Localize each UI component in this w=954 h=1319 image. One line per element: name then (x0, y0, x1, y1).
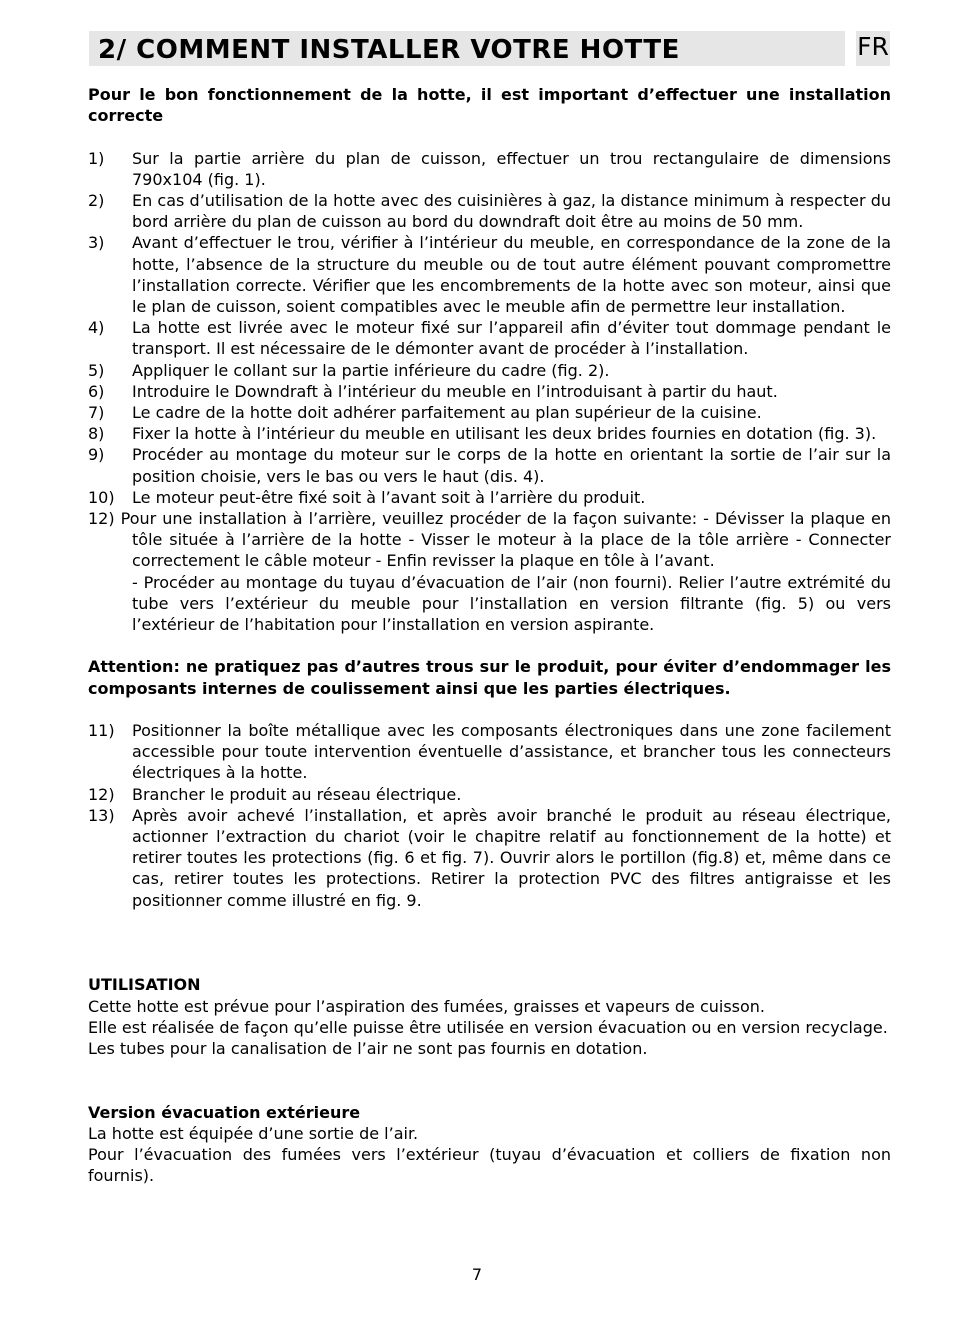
step-number: 11) (88, 721, 115, 741)
list-item (88, 317, 891, 359)
list-item (88, 148, 891, 190)
evacuation-heading: Version évacuation extérieure (88, 1102, 361, 1122)
utilisation-line: Elle est réalisée de façon qu’elle puisse être utilisée en version évacuation ou en version recyclage. (88, 1017, 888, 1037)
step-number: 6) (88, 381, 105, 401)
list-item (88, 232, 891, 317)
list-item (88, 805, 891, 911)
step-number: 10) (88, 487, 115, 507)
language-badge: FR (856, 31, 890, 66)
step-text: Après avoir achevé l’installation, et après avoir branché le produit au réseau électrique, actionner l’extraction du chariot (voir le chapitre relatif au fonctionnement de la hotte) et retirer toutes les protections (fig. 6 et fig. 7). Ouvrir alors le portillon (fig.8) et, même dans ce cas, retirer toutes les protections. Retirer la protection PVC des filtres antigraisse et les positionner comme illustré en fig. 9. (132, 805, 891, 910)
list-item (88, 444, 891, 486)
step-text: Positionner la boîte métallique avec les composants électroniques dans une zone facilement accessible pour toute intervention éventuelle d’assistance, et brancher tous les connecteurs électriques à la hotte. (132, 721, 891, 783)
step-text: Brancher le produit au réseau électrique. (132, 784, 462, 804)
page-number: 7 (471, 1265, 483, 1284)
evacuation-line: Pour l’évacuation des fumées vers l’extérieur (tuyau d’évacuation et colliers de fixation non fournis). (88, 1145, 891, 1186)
utilisation-line: Les tubes pour la canalisation de l’air ne sont pas fournis en dotation. (88, 1039, 648, 1059)
section-title: 2/ COMMENT INSTALLER VOTRE HOTTE (98, 35, 680, 65)
list-item (88, 572, 891, 636)
list-item (88, 402, 891, 423)
step-number: 1) (88, 148, 105, 168)
list-item (88, 190, 891, 232)
evacuation-line: La hotte est équipée d’une sortie de l’air. (88, 1123, 419, 1143)
step-number: 3) (88, 233, 105, 253)
step-text: La hotte est livrée avec le moteur fixé sur l’appareil afin d’éviter tout dommage pendant le transport. Il est nécessaire de le démonter avant de procéder à l’installation. (132, 318, 891, 359)
step-text: Avant d’effectuer le trou, vérifier à l’intérieur du meuble, en correspondance de la zone de la hotte, l’absence de la structure du meuble ou de tout autre élément pouvant compromettre l’installation correcte. Vérifier que les encombrements de la hotte avec son moteur, ainsi que le plan de cuisson, soient compatibles avec le meuble afin de permettre leur installation. (132, 233, 891, 317)
step-text: Procéder au montage du moteur sur le corps de la hotte en orientant la sortie de l’air sur la position choisie, vers le bas ou vers le haut (dis. 4). (132, 445, 891, 486)
page-content (88, 84, 891, 1186)
step-text: Le cadre de la hotte doit adhérer parfaitement au plan supérieur de la cuisine. (132, 403, 762, 423)
step-number: 2) (88, 191, 105, 210)
step-text: Appliquer le collant sur la partie inférieure du cadre (fig. 2). (132, 360, 610, 380)
step-number: 4) (88, 318, 105, 338)
list-item (88, 784, 891, 805)
attention-warning: Attention: ne pratiquez pas d’autres trous sur le produit, pour éviter d’endommager les composants internes de coulissement ainsi que les parties électriques. (88, 657, 891, 698)
step-number: 5) (88, 360, 105, 380)
step-number: 8) (88, 424, 105, 444)
list-item (88, 381, 891, 402)
list-item (88, 423, 891, 444)
step-text: Introduire le Downdraft à l’intérieur du meuble en l’introduisant à partir du haut. (132, 381, 778, 401)
list-item (88, 360, 891, 381)
step-number: 9) (88, 445, 105, 465)
step-text: Le moteur peut-être fixé soit à l’avant soit à l’arrière du produit. (132, 487, 646, 507)
step-text: Fixer la hotte à l’intérieur du meuble en utilisant les deux brides fournies en dotation (fig. 3). (132, 424, 877, 444)
step-number: 13) (88, 805, 115, 825)
step-text: En cas d’utilisation de la hotte avec des cuisinières à gaz, la distance minimum à respecter du bord arrière du plan de cuisson au bord du downdraft doit être au moins de 50 mm. (132, 191, 891, 232)
installation-steps-list (88, 148, 891, 636)
utilisation-heading: UTILISATION (88, 975, 201, 995)
final-steps-list (88, 720, 891, 911)
step-number: 7) (88, 403, 105, 423)
step-12-text: 12) Pour une installation à l’arrière, veuillez procéder de la façon suivante: - Dévisser la plaque en tôle située à l’arrière de la hotte - Visser le moteur à la place de la tôle arrière - Connecter correctement le câble moteur - Enfin revisser la plaque en tôle à l’avant. (88, 509, 891, 571)
step-12-continuation: - Procéder au montage du tuyau d’évacuation de l’air (non fourni). Relier l’autre extrémité du tube vers l’extérieur du meuble pour l’installation en version filtrante (fig. 5) ou vers l’extérieur de l’habitation pour l’installation en version aspirante. (132, 572, 891, 635)
intro-text: Pour le bon fonctionnement de la hotte, il est important d’effectuer une installation correcte (88, 85, 891, 126)
utilisation-line: Cette hotte est prévue pour l’aspiration des fumées, graisses et vapeurs de cuisson. (88, 996, 766, 1016)
list-item (88, 720, 891, 784)
step-text: Sur la partie arrière du plan de cuisson, effectuer un trou rectangulaire de dimensions 790x104 (fig. 1). (132, 148, 891, 189)
step-number: 12) (88, 784, 115, 804)
list-item (88, 487, 891, 508)
